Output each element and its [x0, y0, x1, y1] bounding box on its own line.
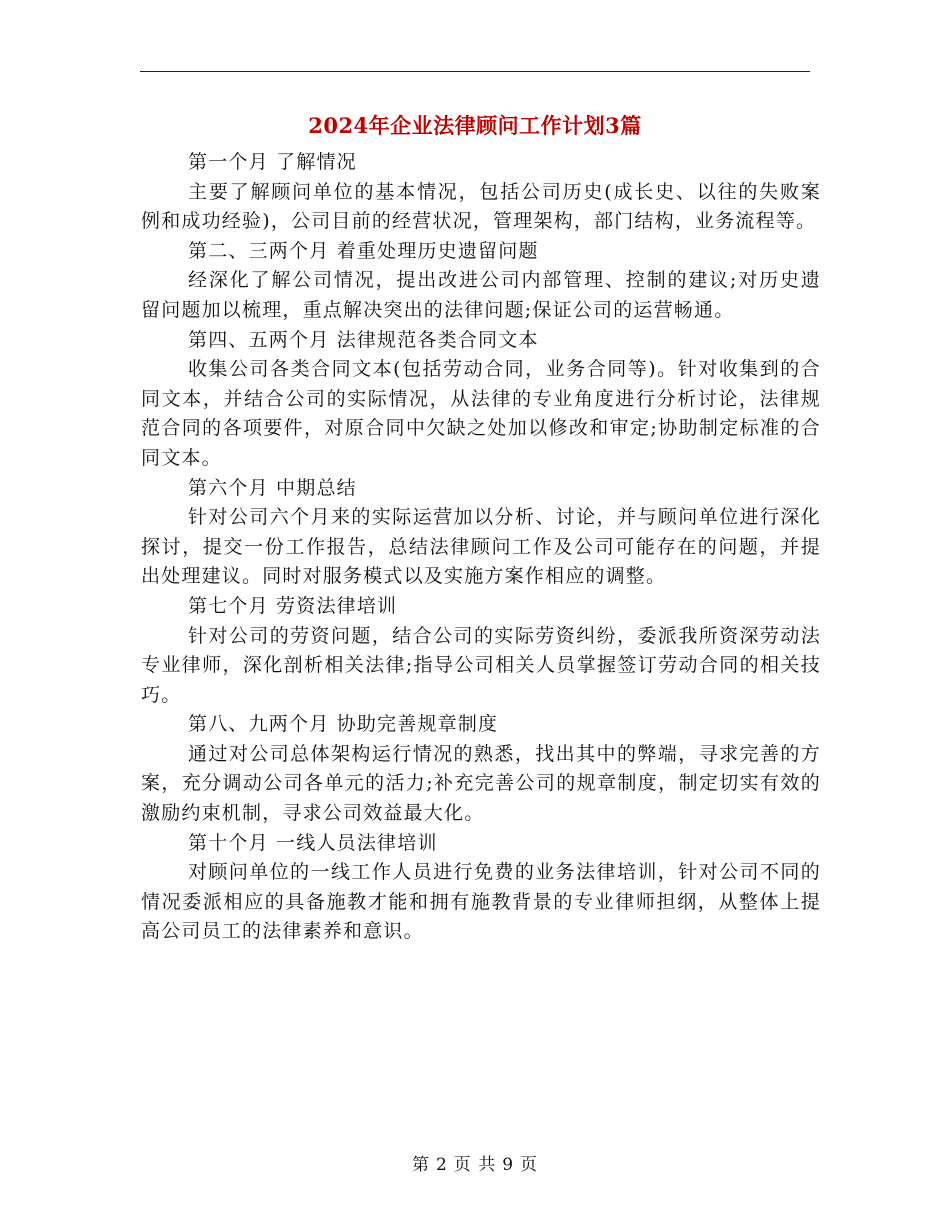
- footer-suffix: 页: [520, 1155, 539, 1175]
- section-body-month-2-3: 经深化了解公司情况，提出改进公司内部管理、控制的建议;对历史遗留问题加以梳理，重点解决突出的法律问题;保证公司的运营畅通。: [141, 269, 821, 321]
- page-footer: [0, 1150, 950, 1180]
- section-body-month-6: 针对公司六个月来的实际运营加以分析、讨论，并与顾问单位进行深化探讨，提交一份工作报告，总结法律顾问工作及公司可能存在的问题，并提出处理建议。同时对服务模式以及实施方案作相应的调整。: [141, 506, 821, 588]
- header-rule: [140, 71, 810, 72]
- section-heading-month-2-3: 第二、三两个月 着重处理历史遗留问题: [188, 239, 539, 262]
- section-heading-month-10: 第十个月 一线人员法律培训: [188, 831, 438, 854]
- footer-prefix: 第: [411, 1155, 430, 1175]
- footer-middle: 页 共: [453, 1155, 497, 1175]
- document-body: [141, 148, 821, 947]
- footer-current-page: 2: [435, 1155, 448, 1175]
- section-body-month-10: 对顾问单位的一线工作人员进行免费的业务法律培训，针对公司不同的情况委派相应的具备施教才能和拥有施教背景的专业律师担纲，从整体上提高公司员工的法律素养和意识。: [141, 861, 821, 943]
- section-heading-month-4-5: 第四、五两个月 法律规范各类合同文本: [188, 328, 539, 351]
- section-body-month-4-5: 收集公司各类合同文本(包括劳动合同，业务合同等)。针对收集到的合同文本，并结合公司的实际情况，从法律的专业角度进行分析讨论，法律规范合同的各项要件，对原合同中欠缺之处加以修改和审定;协助制定标准的合同文本。: [141, 358, 821, 469]
- section-heading-month-1: 第一个月 了解情况: [188, 151, 357, 173]
- section-body-month-1: 主要了解顾问单位的基本情况，包括公司历史(成长史、以往的失败案例和成功经验)，公司目前的经营状况，管理架构，部门结构，业务流程等。: [141, 180, 821, 233]
- section-heading-month-7: 第七个月 劳资法律培训: [188, 594, 398, 617]
- section-body-month-7: 针对公司的劳资问题，结合公司的实际劳资纠纷，委派我所资深劳动法专业律师，深化剖析相关法律;指导公司相关人员掌握签订劳动合同的相关技巧。: [141, 624, 821, 706]
- section-heading-month-6: 第六个月 中期总结: [188, 476, 357, 499]
- section-body-month-8-9: 通过对公司总体架构运行情况的熟悉，找出其中的弊端，寻求完善的方案，充分调动公司各单元的活力;补充完善公司的规章制度，制定切实有效的激励约束机制，寻求公司效益最大化。: [141, 742, 821, 825]
- section-heading-month-8-9: 第八、九两个月 协助完善规章制度: [188, 713, 499, 736]
- footer-total-pages: 9: [502, 1155, 515, 1175]
- document-title: 2024年企业法律顾问工作计划3篇: [308, 113, 642, 138]
